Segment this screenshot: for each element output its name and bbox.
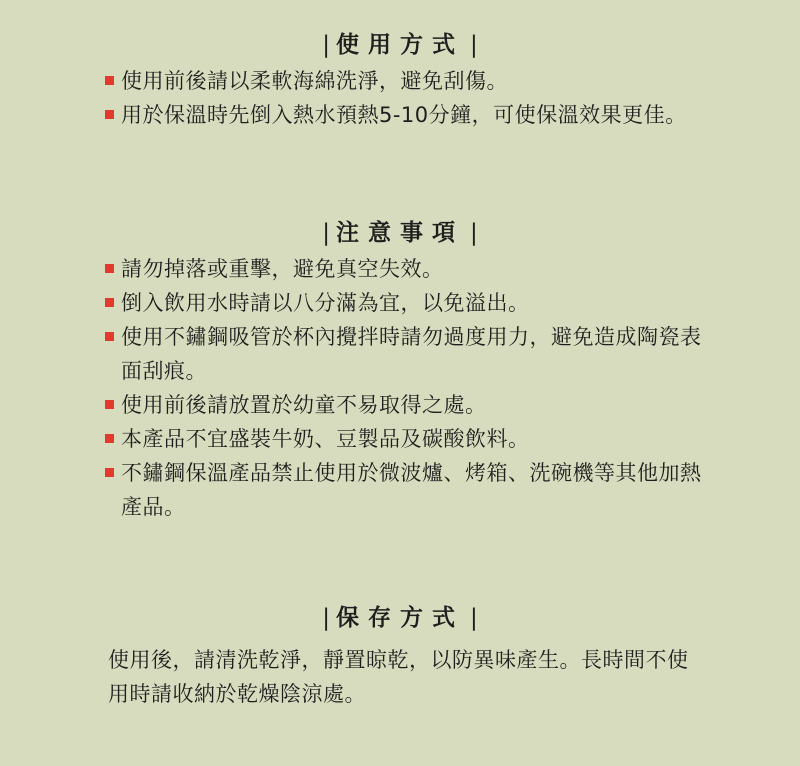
storage-title-text: 保存方式 bbox=[336, 605, 464, 631]
bullet-icon bbox=[105, 468, 114, 477]
list-item bbox=[102, 64, 712, 98]
bullet-icon bbox=[105, 76, 114, 85]
bullet-icon bbox=[105, 110, 114, 119]
bullet-icon bbox=[105, 434, 114, 443]
storage-title bbox=[0, 604, 800, 632]
list-item bbox=[102, 422, 712, 456]
usage-list bbox=[102, 64, 712, 132]
bullet-icon bbox=[105, 298, 114, 307]
notes-title-text: 注意事項 bbox=[336, 220, 464, 246]
bullet-icon bbox=[105, 400, 114, 409]
list-item bbox=[102, 286, 712, 320]
list-item bbox=[102, 456, 712, 524]
list-item bbox=[102, 98, 712, 132]
usage-title bbox=[0, 31, 800, 59]
storage-text: 使用後，請清洗乾淨，靜置晾乾，以防異味產生。長時間不使用時請收納於乾燥陰涼處。 bbox=[108, 648, 689, 706]
list-item-text: 使用不鏽鋼吸管於杯內攪拌時請勿過度用力，避免造成陶瓷表面刮痕。 bbox=[121, 325, 702, 383]
title-divider-right: | bbox=[470, 32, 478, 58]
bullet-icon bbox=[105, 264, 114, 273]
list-item bbox=[102, 252, 712, 286]
list-item-text: 請勿掉落或重擊，避免真空失效。 bbox=[121, 257, 444, 281]
list-item-text: 倒入飲用水時請以八分滿為宜，以免溢出。 bbox=[121, 291, 530, 315]
list-item-text: 本產品不宜盛裝牛奶、豆製品及碳酸飲料。 bbox=[121, 427, 530, 451]
title-divider-right: | bbox=[470, 220, 478, 246]
notes-list bbox=[102, 252, 712, 524]
list-item bbox=[102, 320, 712, 388]
list-item-text: 不鏽鋼保溫產品禁止使用於微波爐、烤箱、洗碗機等其他加熱產品。 bbox=[121, 461, 702, 519]
list-item-text: 用於保溫時先倒入熱水預熱5-10分鐘，可使保溫效果更佳。 bbox=[121, 103, 687, 127]
title-divider-left: | bbox=[322, 220, 330, 246]
notes-title bbox=[0, 219, 800, 247]
usage-title-text: 使用方式 bbox=[336, 32, 464, 58]
title-divider-left: | bbox=[322, 32, 330, 58]
list-item-text: 使用前後請以柔軟海綿洗淨，避免刮傷。 bbox=[121, 69, 508, 93]
list-item-text: 使用前後請放置於幼童不易取得之處。 bbox=[121, 393, 487, 417]
bullet-icon bbox=[105, 332, 114, 341]
title-divider-left: | bbox=[322, 605, 330, 631]
list-item bbox=[102, 388, 712, 422]
title-divider-right: | bbox=[470, 605, 478, 631]
